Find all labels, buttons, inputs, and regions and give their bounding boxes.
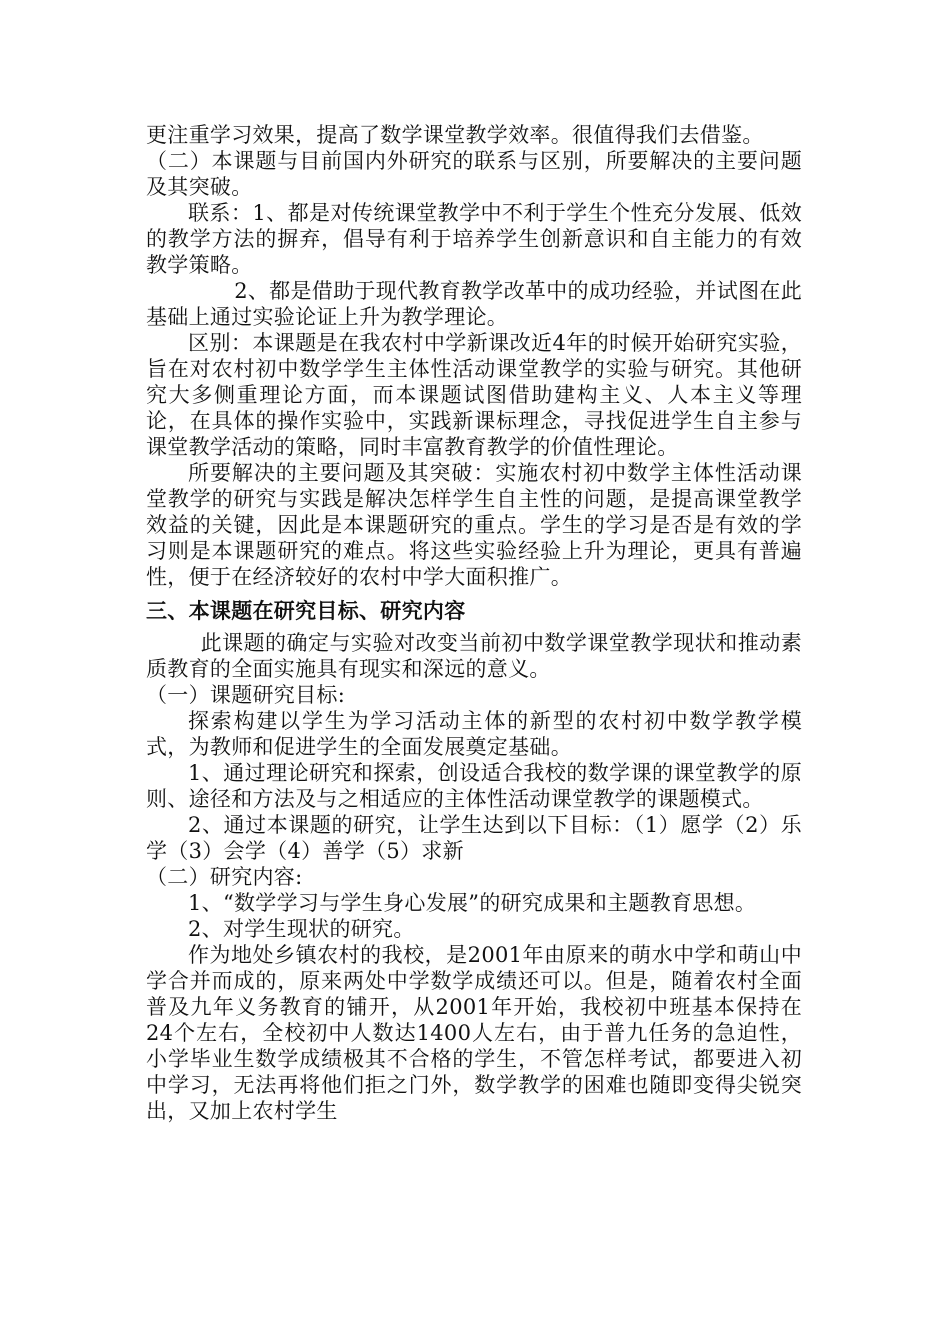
- paragraph-problems: 所要解决的主要问题及其突破：实施农村初中数学主体性活动课堂教学的研究与实践是解决怎样学生自主性的问题，是提高课堂教学效益的关键，因此是本课题研究的重点。学生的学习是否是有效的学习则是本课题研究的难点。将这些实验经验上升为理论，更具有普遍性，便于在经济较好的农村中学大面积推广。: [146, 461, 802, 589]
- document-page: [146, 122, 802, 1124]
- paragraph-goal-2: 2、通过本课题的研究，让学生达到以下目标：（1）愿学（2）乐学（3）会学（4）善学（5）求新: [146, 813, 802, 863]
- subsection-heading-goals: （一）课题研究目标:: [146, 683, 346, 707]
- paragraph-goal-intro: 探索构建以学生为学习活动主体的新型的农村初中数学教学模式，为教师和促进学生的全面发展奠定基础。: [146, 709, 802, 759]
- paragraph-goal-1: 1、通过理论研究和探索，创设适合我校的数学课的课堂教学的原则、途径和方法及与之相适应的主体性活动课堂教学的课题模式。: [146, 761, 802, 811]
- paragraph-school-status: 作为地处乡镇农村的我校，是2001年由原来的萌水中学和萌山中学合并而成的，原来两处中学数学成绩还可以。但是，随着农村全面普及九年义务教育的铺开，从2001年开始，我校初中班基本保持在24个左右，全校初中人数达1400人左右，由于普九任务的急迫性，小学毕业生数学成绩极其不合格的学生，不管怎样考试，都要进入初中学习，无法再将他们拒之门外，数学教学的困难也随即变得尖锐突出，又加上农村学生: [146, 943, 802, 1123]
- paragraph-content-2: 2、对学生现状的研究。: [188, 917, 415, 941]
- subsection-heading-content: （二）研究内容:: [146, 865, 303, 889]
- paragraph-content-1: 1、“数学学习与学生身心发展”的研究成果和主题教育思想。: [188, 891, 757, 915]
- paragraph-connection-2: 2、都是借助于现代教育教学改革中的成功经验，并试图在此基础上通过实验论证上升为教学理论。: [146, 279, 802, 329]
- paragraph-continuation: 更注重学习效果，提高了数学课堂教学效率。很值得我们去借鉴。: [146, 123, 764, 147]
- paragraph-difference: 区别：本课题是在我农村中学新课改近4年的时候开始研究实验，旨在对农村初中数学学生主体性活动课堂教学的实验与研究。其他研究大多侧重理论方面，而本课题试图借助建构主义、人本主义等理论，在具体的操作实验中，实践新课标理念，寻找促进学生自主参与课堂教学活动的策略，同时丰富教育教学的价值性理论。: [146, 331, 802, 459]
- section-heading-three: 三、本课题在研究目标、研究内容: [146, 599, 466, 623]
- paragraph-significance: 此课题的确定与实验对改变当前初中数学课堂教学现状和推动素质教育的全面实施具有现实和深远的意义。: [146, 631, 802, 681]
- paragraph-connection: 联系：1、都是对传统课堂教学中不利于学生个性充分发展、低效的教学方法的摒弃，倡导有利于培养学生创新意识和自主能力的有效教学策略。: [146, 201, 802, 277]
- subsection-heading-relation: （二）本课题与目前国内外研究的联系与区别，所要解决的主要问题及其突破。: [146, 149, 802, 199]
